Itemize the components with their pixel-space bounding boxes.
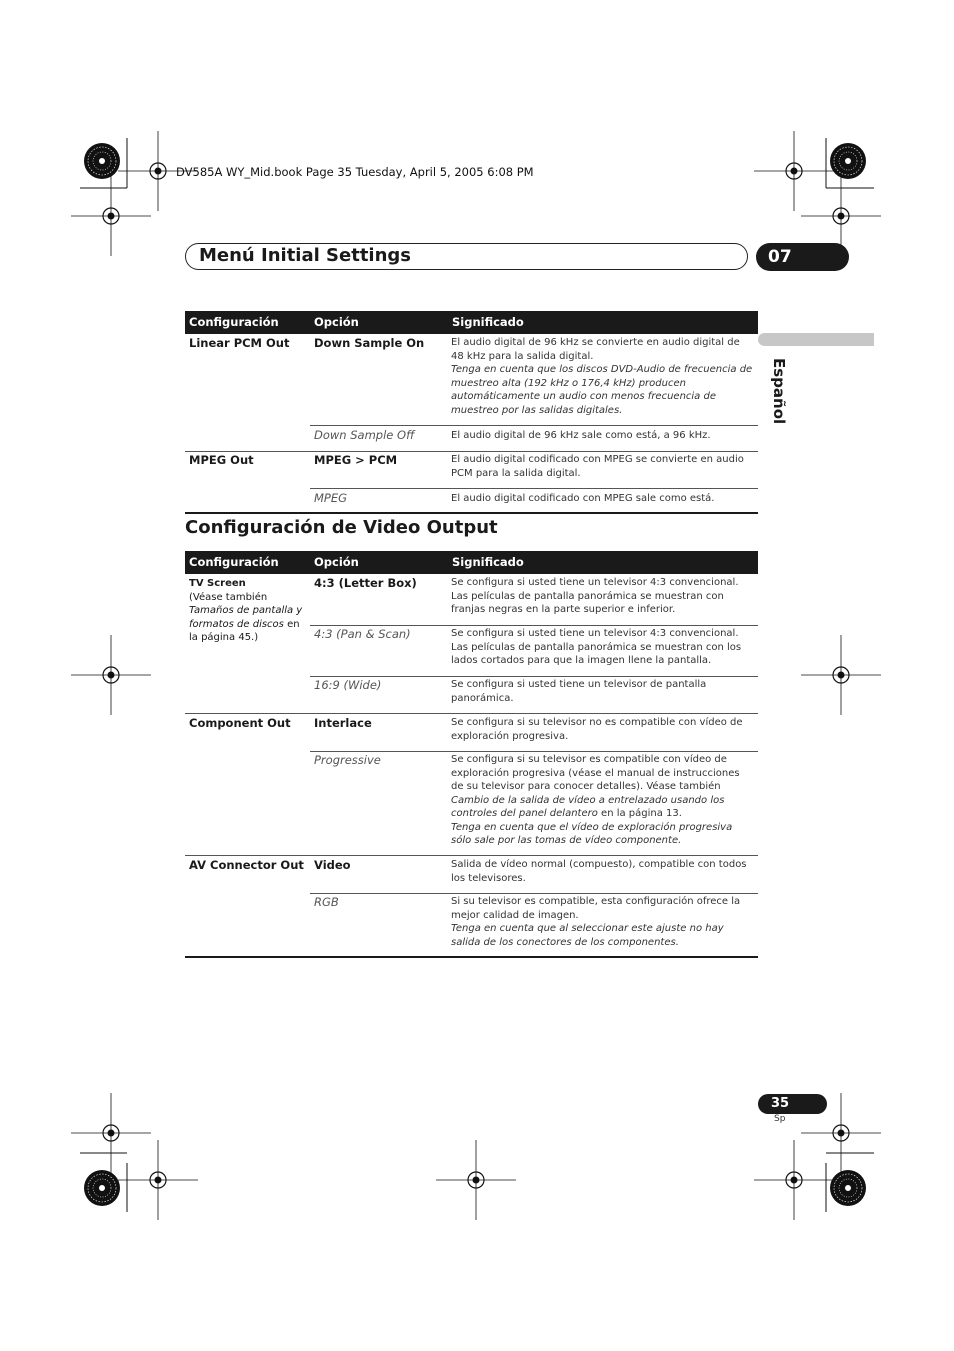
- row-divider: [185, 855, 758, 856]
- option-wide: 16:9 (Wide): [314, 678, 382, 692]
- meaning-rgb: [451, 895, 754, 949]
- tv-screen-name: TV Screen: [189, 578, 246, 589]
- option-rgb: RGB: [314, 895, 339, 909]
- meaning-progressive: [451, 753, 754, 848]
- option-down-sample-on: Down Sample On: [314, 336, 425, 350]
- section-heading-video-output: Configuración de Video Output: [185, 517, 498, 538]
- option-down-sample-off: Down Sample Off: [314, 428, 415, 442]
- chapter-title: Menú Initial Settings: [199, 245, 412, 266]
- row-divider: [310, 893, 758, 894]
- option-pan-scan: 4:3 (Pan & Scan): [314, 627, 411, 641]
- option-mpeg: MPEG: [314, 491, 348, 505]
- config-component-out: Component Out: [189, 716, 291, 730]
- config-av-connector-out: AV Connector Out: [189, 858, 304, 872]
- meaning-text: Si su televisor es compatible, esta configuración ofrece la mejor calidad de imagen.: [451, 896, 741, 921]
- page-language-code: Sp: [774, 1114, 786, 1124]
- registration-wheel-bottom-left: [84, 1170, 120, 1206]
- tv-screen-see-also: (Véase también: [189, 591, 268, 603]
- meaning-note: Tenga en cuenta que el vídeo de exploración progresiva sólo sale por las tomas de vídeo componente.: [451, 821, 733, 846]
- config-linear-pcm: Linear PCM Out: [189, 336, 290, 350]
- meaning-ref: Cambio de la salida de vídeo a entrelazado usando los controles del panel delantero: [451, 794, 725, 819]
- row-divider: [310, 751, 758, 752]
- col-header-option: Opción: [314, 315, 359, 329]
- meaning-text-tail: en la página 13.: [597, 808, 682, 819]
- registration-wheel-top-right: [830, 143, 866, 179]
- meaning-video: Salida de vídeo normal (compuesto), compatible con todos los televisores.: [451, 859, 747, 884]
- row-divider: [310, 488, 758, 489]
- table1-header: [185, 311, 758, 334]
- tv-screen-ref: Tamaños de pantalla y formatos de discos: [189, 605, 303, 630]
- registration-wheel-top-left: [84, 143, 120, 179]
- language-label: Español: [770, 358, 788, 425]
- meaning-text: Se configura si su televisor es compatible con vídeo de exploración progresiva (véase el manual de instrucciones de su televisor para conocer detalles). Véase también: [451, 754, 740, 792]
- row-divider: [310, 676, 758, 677]
- row-divider: [185, 713, 758, 714]
- option-interlace: Interlace: [314, 716, 372, 730]
- meaning-letter-box: Se configura si usted tiene un televisor 4:3 convencional. Las películas de pantalla panorámica se muestran con franjas negras en la parte superior e inferior.: [451, 577, 739, 615]
- col-header-config: Configuración: [189, 315, 279, 329]
- option-letter-box: 4:3 (Letter Box): [314, 576, 417, 590]
- config-mpeg-out: MPEG Out: [189, 453, 254, 467]
- meaning-mpeg: El audio digital codificado con MPEG sale como está.: [451, 493, 715, 504]
- tv-screen-ref-tail: en la página 45.): [189, 618, 300, 643]
- page-number: 35: [758, 1094, 827, 1114]
- col-header-option: Opción: [314, 555, 359, 569]
- meaning-note: Tenga en cuenta que los discos DVD-Audio de frecuencia de muestreo alta (192 kHz o 176,4 kHz) producen automáticamente un audio con menos frecuencia de muestreo por las salidas digitales.: [451, 364, 753, 416]
- language-tab: [758, 333, 874, 346]
- table2-end-rule: [185, 956, 758, 958]
- table1-end-rule: [185, 512, 758, 514]
- row-divider: [310, 625, 758, 626]
- meaning-mpeg-pcm: El audio digital codificado con MPEG se convierte en audio PCM para la salida digital.: [451, 454, 744, 479]
- col-header-meaning: Significado: [452, 315, 524, 329]
- table2-header: [185, 551, 758, 574]
- meaning-text: El audio digital de 96 kHz se convierte en audio digital de 48 kHz para la salida digital.: [451, 337, 740, 362]
- chapter-number: 07: [756, 243, 849, 271]
- print-info-line: DV585A WY_Mid.book Page 35 Tuesday, April 5, 2005 6:08 PM: [176, 165, 534, 179]
- meaning-down-sample-off: El audio digital de 96 kHz sale como está, a 96 kHz.: [451, 430, 711, 441]
- meaning-note: Tenga en cuenta que al seleccionar este ajuste no hay salida de los conectores de los componentes.: [451, 923, 724, 948]
- option-progressive: Progressive: [314, 753, 381, 767]
- option-mpeg-pcm: MPEG > PCM: [314, 453, 398, 467]
- meaning-wide: Se configura si usted tiene un televisor de pantalla panorámica.: [451, 679, 707, 704]
- meaning-down-sample-on: [451, 336, 754, 417]
- col-header-meaning: Significado: [452, 555, 524, 569]
- col-header-config: Configuración: [189, 555, 279, 569]
- option-video: Video: [314, 858, 351, 872]
- config-tv-screen: [189, 577, 309, 645]
- meaning-interlace: Se configura si su televisor no es compatible con vídeo de exploración progresiva.: [451, 717, 743, 742]
- row-divider: [310, 425, 758, 426]
- meaning-pan-scan: Se configura si usted tiene un televisor 4:3 convencional. Las películas de pantalla panorámica se muestran con los lados cortados para que la imagen llene la pantalla.: [451, 628, 742, 666]
- registration-wheel-bottom-right: [830, 1170, 866, 1206]
- row-divider: [185, 451, 758, 452]
